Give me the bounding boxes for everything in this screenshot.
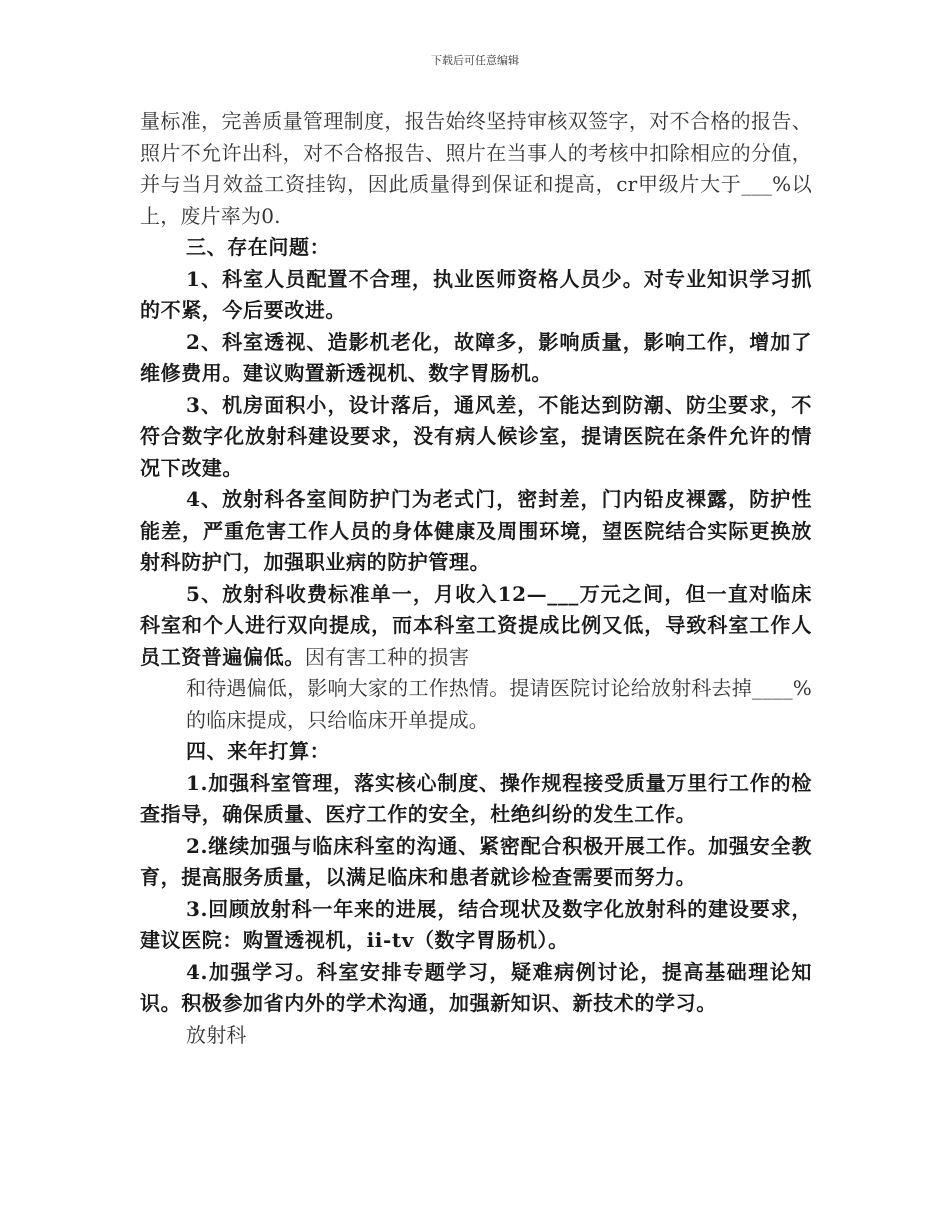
plan-item-3: 3.回顾放射科一年来的进展，结合现状及数字化放射科的建设要求，建议医院：购置透视机，ii-tv（数字胃肠机）。 [140,896,812,952]
section-heading-plans: 四、来年打算： [186,739,331,763]
problem-item-4: 4、放射科各室间防护门为老式门，密封差，门内铅皮裸露，防护性能差，严重危害工作人员的身体健康及周围环境，望医院结合实际更换放射科防护门，加强职业病的防护管理。 [140,487,812,574]
plan-item-1: 1.加强科室管理，落实核心制度、操作规程接受质量万里行工作的检查指导，确保质量、医疗工作的安全，杜绝纠纷的发生工作。 [140,770,812,826]
section-heading-problems: 三、存在问题： [186,235,331,259]
paragraph-treatment: 和待遇偏低，影响大家的工作热情。提请医院讨论给放射科去掉____%的临床提成，只给临床开单提成。 [186,676,812,732]
problem-item-3: 3、机房面积小，设计落后，通风差，不能达到防潮、防尘要求，不符合数字化放射科建设要求，没有病人候诊室，提请医院在条件允许的情况下改建。 [140,392,812,480]
plan-item-4: 4.加强学习。科室安排专题学习，疑难病例讨论，提高基础理论知识。积极参加省内外的学术沟通，加强新知识、新技术的学习。 [140,959,812,1015]
paragraph-quality-standard: 量标准，完善质量管理制度，报告始终坚持审核双签字，对不合格的报告、照片不允许出科，对不合格报告、照片在当事人的考核中扣除相应的分值，并与当月效益工资挂钩，因此质量得到保证和提高，cr甲级片大于___%以上，废片率为0. [140,109,812,228]
page-header: 下载后可任意编辑 [431,54,519,67]
document-body [140,106,812,1051]
plan-item-2: 2.继续加强与临床科室的沟通、紧密配合积极开展工作。加强安全教育，提高服务质量，以满足临床和患者就诊检查需要而努力。 [140,833,812,889]
problem-item-1: 1、科室人员配置不合理，执业医师资格人员少。对专业知识学习抓的不紧，今后要改进。 [140,266,812,322]
problem-item-2: 2、科室透视、造影机老化，故障多，影响质量，影响工作，增加了维修费用。建议购置新透视机、数字胃肠机。 [140,329,812,385]
problem-item-5-text: 5、放射科收费标准单一，月收入12—___万元之间，但一直对临床科室和个人进行双向提成，而本科室工资提成比例又低，导致科室工作人员工资普遍偏低。 [140,581,812,669]
problem-item-5 [140,579,812,674]
department-signature: 放射科 [186,1022,247,1047]
problem-item-5-tail: 因有害工种的损害 [304,644,470,669]
